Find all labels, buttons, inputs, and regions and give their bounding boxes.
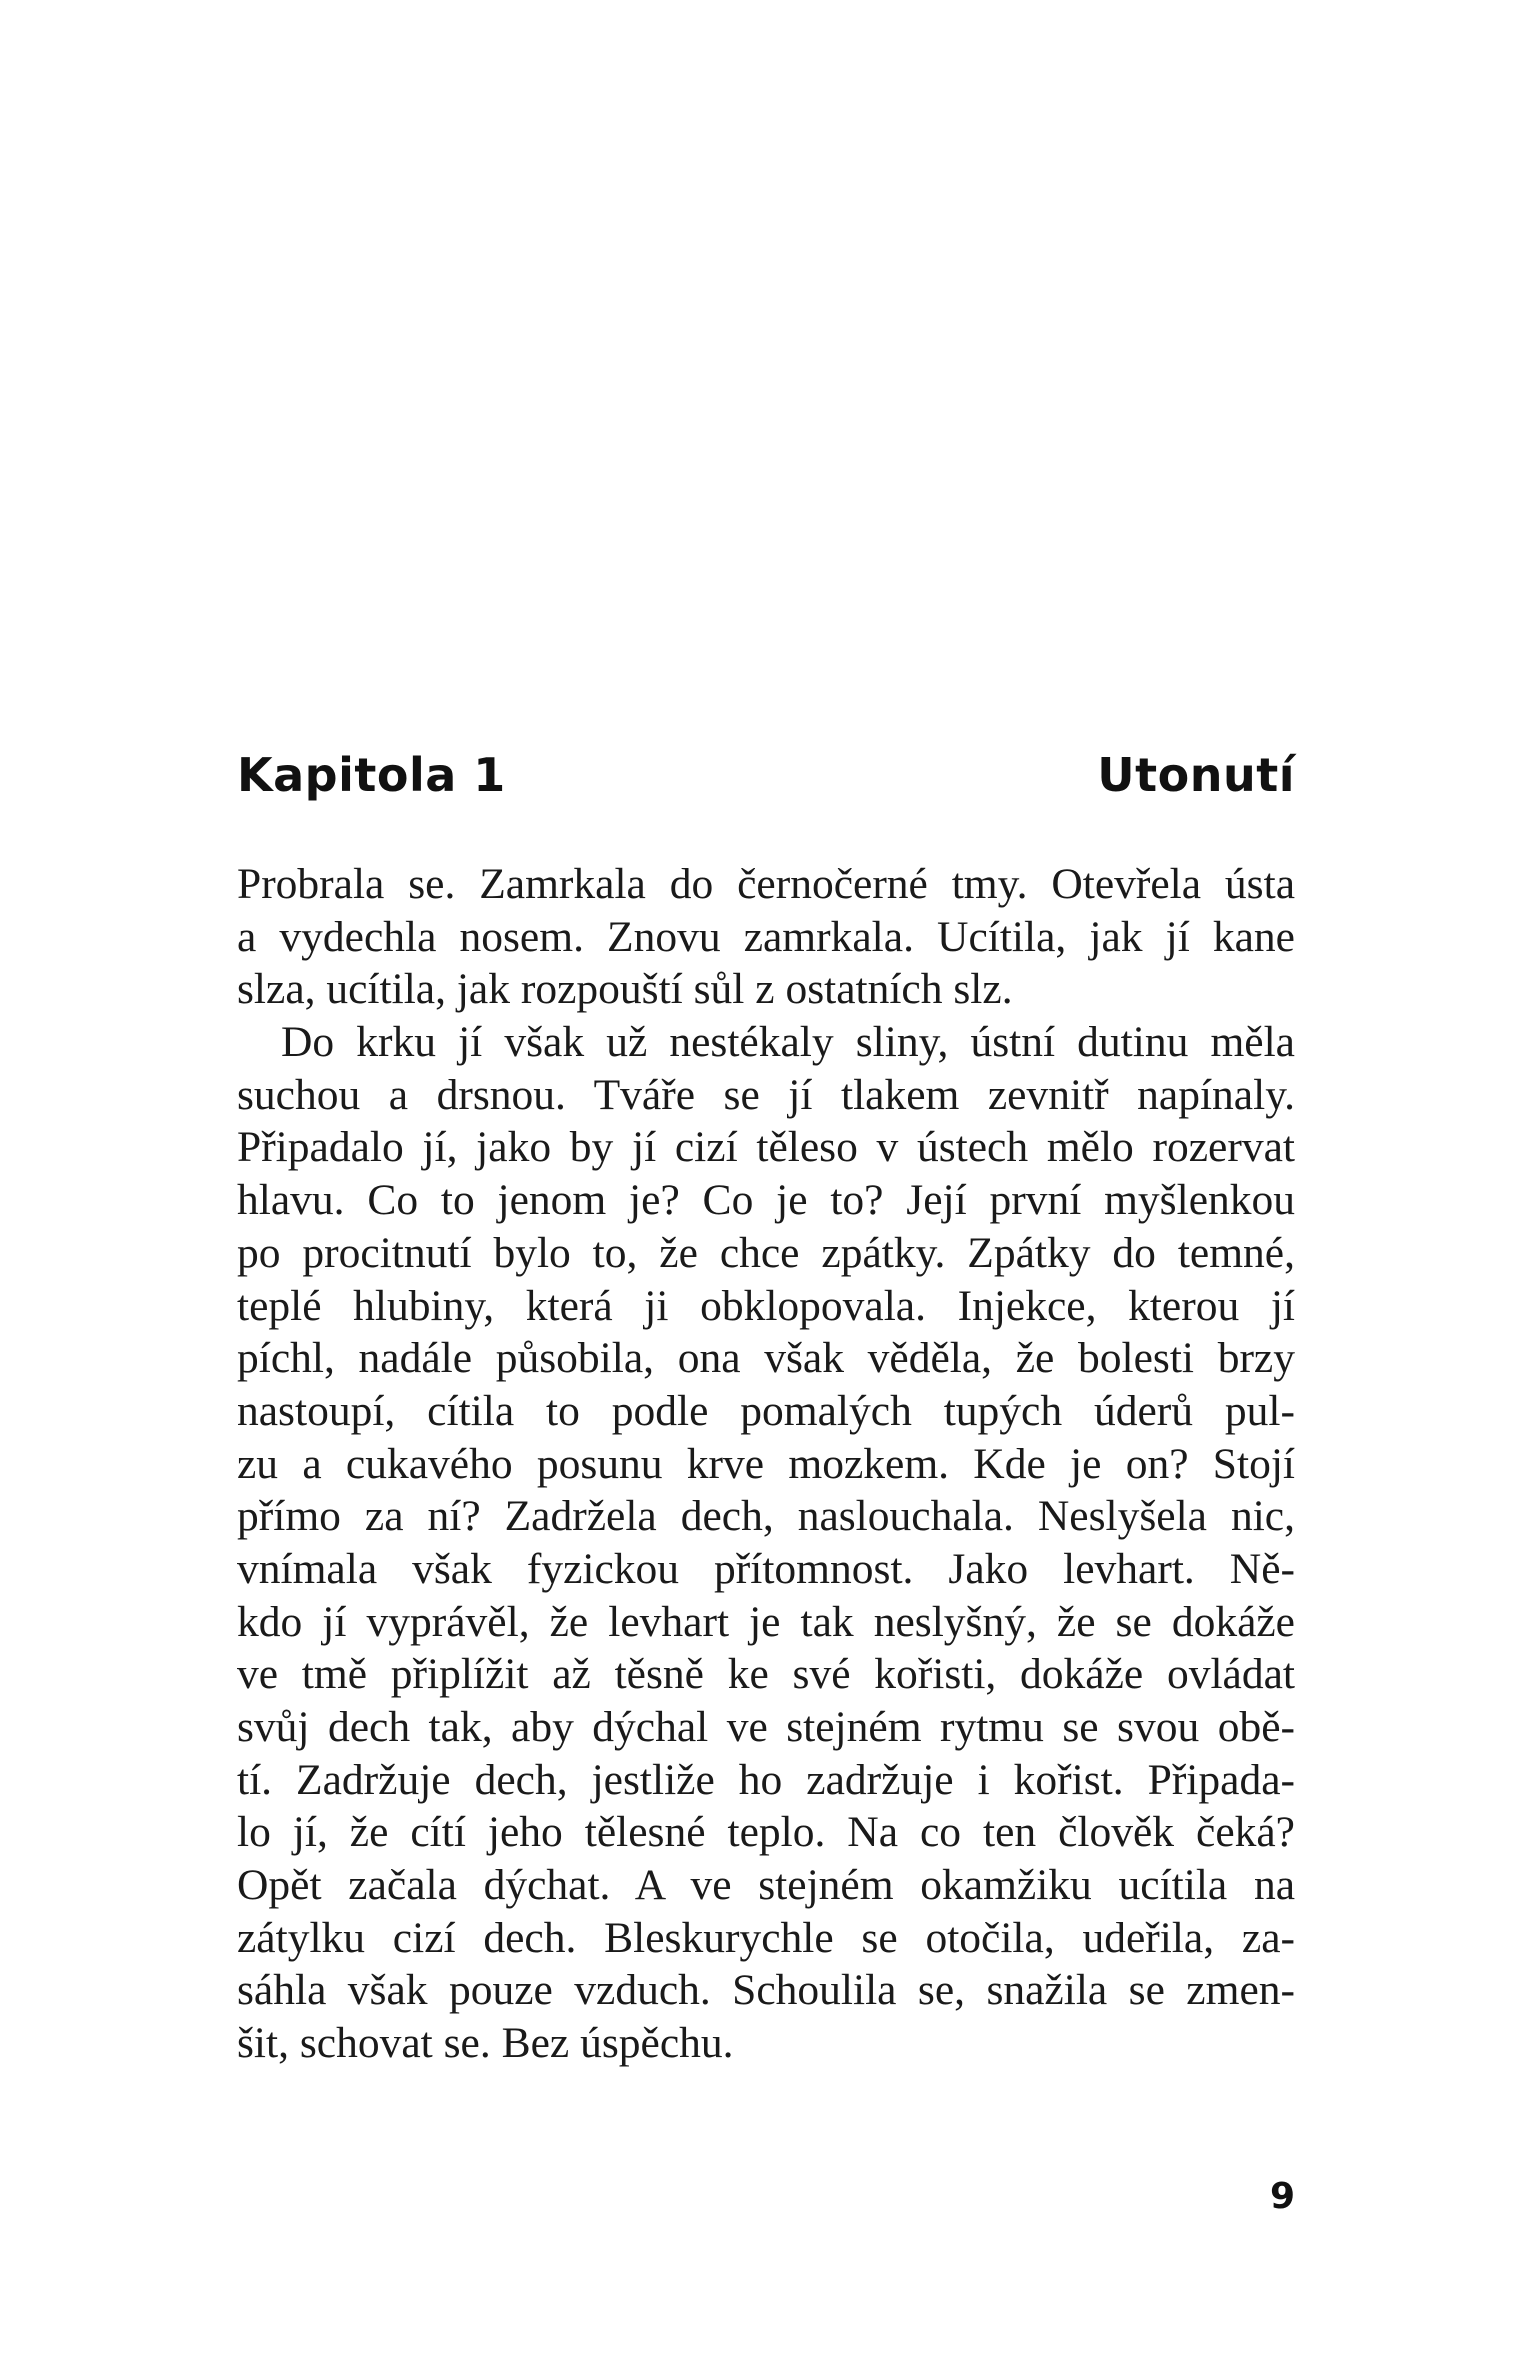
text-line: suchou a drsnou. Tváře se jí tlakem zevnitř napínaly.	[237, 1070, 1295, 1119]
text-line: sáhla však pouze vzduch. Schoulila se, snažila se zmen-	[237, 1966, 1295, 2015]
text-line: píchl, nadále působila, ona však věděla, že bolesti brzy	[237, 1334, 1295, 1383]
text-line: hlavu. Co to jenom je? Co je to? Její první myšlenkou	[237, 1176, 1295, 1225]
text-line: Do krku jí však už nestékaly sliny, ústní dutinu měla	[281, 1018, 1295, 1067]
chapter-header	[237, 748, 1295, 818]
chapter-label: Kapitola 1	[237, 748, 506, 802]
text-line: tí. Zadržuje dech, jestliže ho zadržuje i kořist. Připada-	[237, 1755, 1295, 1804]
text-line: zu a cukavého posunu krve mozkem. Kde je on? Stojí	[237, 1439, 1295, 1488]
text-line: svůj dech tak, aby dýchal ve stejném rytmu se svou obě-	[237, 1703, 1295, 1751]
paragraph-2	[237, 1016, 1295, 2070]
text-line: ve tmě připlížit až těsně ke své kořisti, dokáže ovládat	[237, 1650, 1295, 1699]
text-line: teplé hlubiny, která ji obklopovala. Injekce, kterou jí	[237, 1281, 1295, 1330]
text-line: Opět začala dýchat. A ve stejném okamžiku ucítila na	[237, 1861, 1295, 1910]
text-line: Připadalo jí, jako by jí cizí těleso v ústech mělo rozervat	[237, 1123, 1295, 1172]
text-line: lo jí, že cítí jeho tělesné teplo. Na co ten člověk čeká?	[237, 1808, 1295, 1857]
paragraph-1	[237, 858, 1295, 1016]
text-line: nastoupí, cítila to podle pomalých tupých úderů pul-	[237, 1386, 1295, 1435]
text-line: po procitnutí bylo to, že chce zpátky. Zpátky do temné,	[237, 1228, 1295, 1277]
text-line: a vydechla nosem. Znovu zamrkala. Ucítila, jak jí kane	[237, 912, 1295, 961]
text-line: šit, schovat se. Bez úspěchu.	[237, 2019, 734, 2068]
page-number: 9	[1269, 2176, 1295, 2217]
text-line: Probrala se. Zamrkala do černočerné tmy. Otevřela ústa	[237, 860, 1295, 908]
chapter-title: Utonutí	[1097, 748, 1295, 802]
text-line: přímo za ní? Zadržela dech, naslouchala. Neslyšela nic,	[237, 1492, 1295, 1541]
text-line: slza, ucítila, jak rozpouští sůl z ostatních slz.	[237, 965, 1013, 1014]
text-line: kdo jí vyprávěl, že levhart je tak neslyšný, že se dokáže	[237, 1597, 1295, 1646]
chapter-body	[237, 858, 1295, 2070]
text-line: zátylku cizí dech. Bleskurychle se otočila, udeřila, za-	[237, 1913, 1295, 1962]
text-line: vnímala však fyzickou přítomnost. Jako levhart. Ně-	[237, 1544, 1295, 1593]
